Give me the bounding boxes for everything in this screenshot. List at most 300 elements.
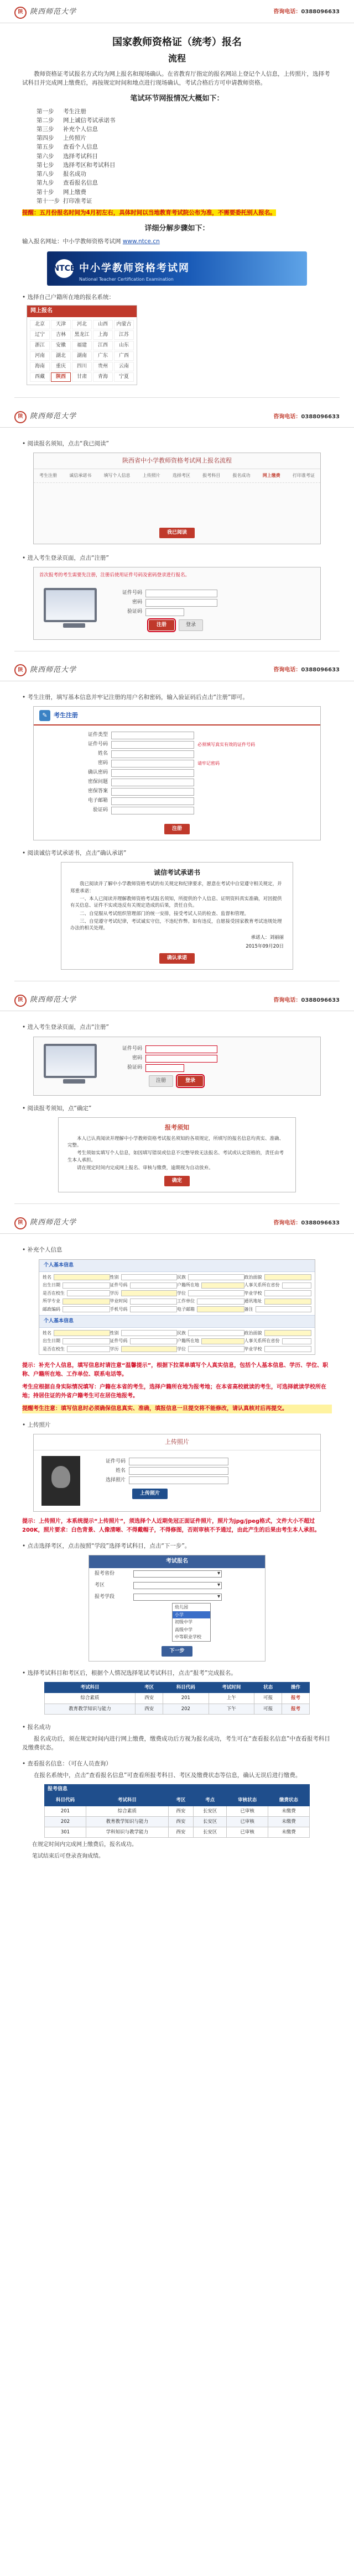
seal-icon: 陕 [14, 1217, 27, 1229]
province-item[interactable]: 北京 [30, 320, 50, 329]
intro-section [0, 23, 354, 390]
table-header: 考试时间 [209, 1683, 254, 1693]
step-number: 第八步 [37, 171, 54, 178]
info-cell [244, 1338, 312, 1344]
province-item[interactable]: 甘肃 [72, 372, 92, 382]
info-cell [43, 1330, 110, 1337]
info-cell [110, 1330, 178, 1337]
info-cell [177, 1290, 244, 1297]
register-label: 密保答案 [87, 788, 108, 795]
exam-option[interactable]: 小学 [173, 1611, 210, 1619]
info-input[interactable] [121, 1290, 178, 1296]
info-label: 毕业时间 [110, 1298, 128, 1304]
hotline [273, 666, 340, 675]
province-item[interactable]: 江西 [93, 341, 113, 350]
info-label: 通讯地址 [244, 1298, 262, 1304]
info-input[interactable] [256, 1306, 312, 1312]
page-header-4 [0, 988, 354, 1011]
table-cell: 综合素质 [86, 1806, 168, 1816]
info-label: 人事关系所在省份 [244, 1282, 280, 1288]
read-button[interactable]: 我已阅读 [159, 528, 195, 538]
info-input[interactable] [264, 1346, 312, 1352]
brand [14, 411, 76, 423]
register-button[interactable]: 注册 [149, 1075, 173, 1087]
overview-heading: 笔试环节网报情况大概如下： [130, 94, 224, 103]
hotline [273, 1219, 340, 1228]
notice-button[interactable]: 确定 [164, 1176, 190, 1186]
info-label: 性别 [110, 1274, 119, 1280]
info-instruction: • 补充个人信息 [22, 1246, 332, 1254]
province-item[interactable]: 西藏 [30, 372, 50, 382]
register-input[interactable] [111, 769, 194, 777]
flow-step: 报考科目 [202, 473, 221, 479]
step-row [37, 197, 332, 206]
check-text: 在报名系统中，点击“查看报名信息”可查看所报考科目、考区及缴费状态等信息，确认无误后进行缴费。 [34, 1771, 301, 1779]
info-label: 户籍所在地 [177, 1282, 199, 1288]
step-number: 第六步 [37, 153, 54, 160]
province-item[interactable]: 安徽 [51, 341, 71, 350]
province-item[interactable]: 四川 [72, 362, 92, 371]
register-row [50, 750, 304, 758]
brand-name: 陕西师范大学 [30, 1218, 77, 1227]
notice-box [58, 1117, 296, 1193]
register-note: 请牢记密码 [197, 761, 220, 766]
register-label: 验证码 [92, 807, 108, 813]
info-input[interactable] [121, 1346, 178, 1352]
info-input[interactable] [63, 1338, 110, 1344]
step-name: 选择考区和考试科目 [63, 161, 116, 169]
login-pwd-label: 密码 [132, 1055, 142, 1061]
province-item[interactable]: 贵州 [93, 362, 113, 371]
hotline-label: 咨询电话： [273, 9, 301, 15]
exam-head: 考试报名 [89, 1555, 265, 1568]
info-grid-2 [39, 1328, 315, 1355]
promise-p4: 三、自觉遵守考试纪律，考试诚实守信，不违纪作弊。如有违反，自愿接受国家教育考试违规处理办法的相关处理。 [70, 919, 282, 932]
table-cell: 202 [163, 1704, 209, 1714]
register-button[interactable]: 注册 [149, 620, 174, 630]
info-section [0, 1234, 354, 1865]
province-item[interactable]: 辽宁 [30, 330, 50, 340]
step-number: 第三步 [37, 126, 54, 133]
login-pwd-row [116, 1055, 310, 1063]
info-label: 民族 [177, 1330, 186, 1336]
hotline-label: 咨询电话： [273, 666, 301, 673]
table-action[interactable]: 报考 [282, 1704, 310, 1714]
province-item[interactable]: 吉林 [51, 330, 71, 340]
login-body [34, 581, 320, 639]
notice-p1: 本人已认真阅读并理解中小学教师资格考试报名须知的各项规定，所填写的报名信息均真实、准确、完整。 [67, 1135, 284, 1149]
table-cell: 未缴费 [268, 1816, 310, 1827]
step-number: 第七步 [37, 161, 54, 169]
step-row [37, 153, 332, 161]
login-again-instruction: • 进入考生登录页面，点击“注册” [22, 1023, 332, 1032]
hotline-label: 咨询电话： [273, 1219, 301, 1226]
register-label: 电子邮箱 [87, 798, 108, 804]
table-cell: 长安区 [194, 1827, 227, 1838]
info-input[interactable] [188, 1290, 244, 1296]
warning-note [22, 209, 332, 217]
hotline-number: 0388096633 [301, 413, 340, 420]
seal-icon: 陕 [14, 7, 27, 19]
province-item[interactable]: 广西 [114, 351, 134, 361]
login-pwd-input[interactable] [145, 599, 217, 607]
info-input[interactable] [201, 1338, 244, 1344]
login-screenshot-2 [33, 1037, 321, 1096]
register-submit[interactable]: 注册 [164, 824, 190, 834]
seal-icon: 陕 [14, 995, 27, 1007]
register-input[interactable] [111, 788, 194, 796]
info-input[interactable] [130, 1298, 178, 1305]
login-pwd-input[interactable] [145, 1055, 217, 1063]
info-cell [43, 1346, 110, 1353]
info-input[interactable] [197, 1306, 244, 1312]
hotline-number: 0388096633 [301, 1219, 340, 1226]
promise-instruction: • 阅读诚信考试承诺书，点击“确认承诺” [22, 849, 332, 858]
login-captcha-label: 验证码 [127, 609, 142, 614]
step-name: 查看个人信息 [63, 144, 98, 151]
register-input[interactable] [111, 741, 194, 749]
info-input[interactable] [188, 1330, 244, 1336]
page-header-5 [0, 1211, 354, 1234]
seal-icon: 陕 [14, 411, 27, 423]
table-cell: 长安区 [194, 1816, 227, 1827]
info-input[interactable] [197, 1298, 244, 1305]
login-id-input[interactable] [145, 1045, 217, 1053]
exam-dropdown[interactable] [172, 1603, 211, 1642]
table-header: 审核状态 [227, 1795, 268, 1806]
province-item[interactable]: 山东 [114, 341, 134, 350]
photo-upload-button[interactable]: 上传照片 [132, 1489, 168, 1499]
info-cell [110, 1338, 178, 1344]
info-label: 政治面貌 [244, 1330, 262, 1336]
photo-red: 提示：上传照片，本系统提示“上传照片”，须选择个人近期免冠正面证件照片，照片为jpg/jpeg格式，文件大小不超过200K，照片要求：白色背景、人像清晰、不得戴帽子，不得修图，否则审核不予通过，由此产生的后果由考生本人承担。 [22, 1518, 320, 1533]
province-item[interactable]: 河南 [30, 351, 50, 361]
photo-file-input[interactable] [129, 1476, 228, 1484]
photo-file-row [90, 1476, 313, 1484]
register-row [50, 797, 304, 805]
site-link[interactable]: www.ntce.cn [122, 238, 160, 245]
login-buttons [116, 1075, 310, 1087]
info-label: 是否在校生 [43, 1346, 65, 1352]
step-name: 打印准考证 [63, 197, 92, 204]
register-row [50, 769, 304, 777]
promise-title: 诚信考试承诺书 [153, 869, 200, 877]
province-item[interactable]: 云南 [114, 362, 134, 371]
table-header: 科目代码 [163, 1683, 209, 1693]
info-cell [177, 1330, 244, 1337]
info-input[interactable] [121, 1274, 178, 1280]
hotline-label: 咨询电话： [273, 997, 301, 1003]
province-item[interactable]: 广东 [93, 351, 113, 361]
info-input[interactable] [188, 1274, 244, 1280]
info-cell [43, 1298, 110, 1305]
province-item[interactable]: 上海 [93, 330, 113, 340]
photo-id-input[interactable] [129, 1458, 228, 1465]
info-label: 出生日期 [43, 1282, 60, 1288]
ntce-banner [47, 251, 307, 286]
province-item[interactable]: 海南 [30, 362, 50, 371]
province-item[interactable]: 湖南 [72, 351, 92, 361]
province-item[interactable]: 陕西 [51, 372, 71, 382]
province-item[interactable]: 内蒙古 [114, 320, 134, 329]
info-cell [43, 1338, 110, 1344]
register-submit-wrap [34, 821, 320, 840]
table-cell: 上午 [209, 1693, 254, 1704]
promise-box [61, 862, 293, 970]
table-header-row [45, 1683, 310, 1693]
table-header: 考试科目 [45, 1683, 136, 1693]
table-cell: 教育教学知识与能力 [45, 1704, 136, 1714]
brand [14, 7, 76, 19]
table-cell: 301 [45, 1827, 86, 1838]
info-label: 户籍所在地 [177, 1338, 199, 1344]
final-table [44, 1795, 310, 1838]
info-input[interactable] [264, 1330, 312, 1336]
step-row [37, 179, 332, 187]
table-cell: 202 [45, 1816, 86, 1827]
province-item[interactable]: 福建 [72, 341, 92, 350]
step-row [37, 161, 332, 170]
info-label: 学历 [110, 1346, 119, 1352]
table-cell: 201 [45, 1806, 86, 1816]
step-row [37, 188, 332, 197]
login-body-2 [34, 1037, 320, 1095]
step-name: 选择考试科目 [63, 153, 98, 160]
final-instruction: • 报名成功 [22, 1723, 332, 1732]
login-again-section [0, 1011, 354, 1197]
exam-option[interactable]: 幼儿园 [175, 1604, 188, 1610]
login-id-row [116, 1045, 310, 1053]
info-input[interactable] [63, 1306, 110, 1312]
exam-box [88, 1555, 266, 1662]
banner-sub: National Teacher Certification Examination [79, 276, 174, 282]
table-cell: 未缴费 [268, 1806, 310, 1816]
site-label: 输入报名网址：中小学教师资格考试网 [22, 238, 121, 245]
province-item[interactable]: 重庆 [51, 362, 71, 371]
info-label: 工作单位 [177, 1298, 195, 1304]
province-item[interactable]: 江苏 [114, 330, 134, 340]
exam-row [89, 1591, 265, 1603]
exam-option[interactable]: 高级中学 [175, 1627, 192, 1632]
register-screenshot [33, 706, 321, 840]
step-row [37, 143, 332, 151]
register-input[interactable] [111, 760, 194, 767]
info-input[interactable] [130, 1306, 178, 1312]
flow-step: 考生注册 [39, 473, 57, 479]
province-grid [27, 317, 137, 385]
step-number: 第十步 [37, 188, 54, 196]
info-input[interactable] [54, 1274, 110, 1280]
info-label: 毕业学校 [244, 1290, 262, 1296]
divider [14, 1203, 340, 1204]
hotline-label: 咨询电话： [273, 413, 301, 420]
table-cell: 已审核 [227, 1827, 268, 1838]
register-label: 确认密码 [87, 770, 108, 776]
province-item[interactable]: 青海 [93, 372, 113, 382]
page-header [0, 0, 354, 23]
table-header: 状态 [254, 1683, 282, 1693]
info-label: 姓名 [43, 1330, 51, 1336]
brand-name: 陕西师范大学 [30, 8, 77, 17]
step-number: 第九步 [37, 180, 54, 187]
table-cell: 西安 [168, 1806, 193, 1816]
info-cell [244, 1282, 312, 1289]
info-label: 人事关系所在省份 [244, 1338, 280, 1344]
step-name: 网上缴费 [63, 188, 86, 196]
exam-label: 报考省份 [95, 1570, 115, 1576]
province-instruction: • 选择自己户籍所在地的报名系统： [22, 293, 332, 302]
step-name: 报名成功 [63, 171, 86, 178]
info-input[interactable] [121, 1330, 178, 1336]
info-cell [244, 1306, 312, 1313]
table-cell: 已审核 [227, 1816, 268, 1827]
register-label: 证件类型 [87, 732, 108, 738]
register-label: 证件号码 [87, 742, 108, 748]
flow-step: 打印准考证 [293, 473, 315, 479]
exam-select[interactable] [133, 1570, 222, 1578]
table-cell: 西安 [168, 1827, 193, 1838]
exam-option[interactable]: 中等职业学校 [175, 1634, 201, 1640]
login-button[interactable]: 登录 [179, 619, 203, 631]
table-header: 操作 [282, 1683, 310, 1693]
info-input[interactable] [264, 1298, 312, 1305]
info-label: 证件号码 [110, 1282, 128, 1288]
table-cell: 教育教学知识与能力 [86, 1816, 168, 1827]
info-cell [43, 1274, 110, 1281]
subjects-table [44, 1682, 310, 1715]
info-cell [244, 1346, 312, 1353]
doc-title: 国家教师资格证（统考）报名 [112, 36, 242, 48]
table-cell: 综合素质 [45, 1693, 136, 1704]
info-label: 民族 [177, 1274, 186, 1280]
table-cell: 长安区 [194, 1806, 227, 1816]
photo-file-label: 选择照片 [105, 1477, 126, 1483]
promise-button[interactable]: 确认承诺 [159, 953, 195, 964]
info-grid [39, 1272, 315, 1315]
info-input[interactable] [130, 1282, 178, 1289]
step-name: 考生注册 [63, 108, 86, 115]
exam-select[interactable] [133, 1594, 222, 1601]
promise-p2: 一、本人已阅读并理解教师资格考试报名须知，所提供的个人信息、证明资料真实准确，对因提供有关信息、证件不实或违反有关规定造成的后果，责任自负。 [70, 896, 282, 909]
province-item[interactable]: 山西 [93, 320, 113, 329]
login-captcha-input[interactable] [145, 1064, 184, 1072]
info-input[interactable] [201, 1282, 244, 1289]
table-header: 缴费状态 [268, 1795, 310, 1806]
info-input[interactable] [67, 1290, 110, 1296]
login-button[interactable]: 登录 [178, 1076, 203, 1086]
province-item[interactable]: 浙江 [30, 341, 50, 350]
detail-heading: 详细分解步骤如下： [144, 224, 210, 233]
table-cell: 已审核 [227, 1806, 268, 1816]
divider [14, 397, 340, 398]
info-input[interactable] [67, 1346, 110, 1352]
notice-button-wrap [67, 1176, 287, 1186]
register-input[interactable] [111, 732, 194, 739]
register-row [50, 807, 304, 814]
register-input[interactable] [111, 750, 194, 758]
province-item[interactable]: 黑龙江 [72, 330, 92, 340]
register-row [50, 760, 304, 767]
exam-option[interactable]: 初级中学 [175, 1620, 192, 1625]
register-input[interactable] [111, 797, 194, 805]
step-number: 第四步 [37, 135, 54, 142]
step-number: 第五步 [37, 144, 54, 151]
info-cell [244, 1330, 312, 1337]
login-captcha-input[interactable] [145, 608, 184, 616]
info-cell [43, 1290, 110, 1297]
step-number: 第一步 [37, 108, 54, 115]
login-id-input[interactable] [145, 590, 217, 597]
step-list [22, 108, 332, 206]
info-cell [43, 1282, 110, 1289]
register-label: 密保问题 [87, 779, 108, 785]
photo-body [34, 1450, 320, 1511]
hotline [273, 8, 340, 17]
step-row [37, 134, 332, 143]
info-cell [110, 1298, 178, 1305]
info-input[interactable] [282, 1338, 312, 1344]
register-row [50, 741, 304, 749]
info-input[interactable] [264, 1290, 312, 1296]
info-cell [244, 1274, 312, 1281]
info-form [39, 1259, 315, 1355]
photo-name-label: 姓名 [115, 1468, 126, 1474]
login-captcha-row [116, 608, 310, 616]
province-item[interactable]: 天津 [51, 320, 71, 329]
table-header: 考点 [194, 1795, 227, 1806]
brand-name: 陕西师范大学 [30, 665, 77, 674]
flow-step: 选择考区 [173, 473, 190, 479]
info-input[interactable] [63, 1298, 110, 1305]
login-instruction: • 进入考生登录页面，点击“注册” [22, 554, 332, 562]
register-instruction: • 考生注册，填写基本信息并牢记注册的用户名和密码，输入验证码后点击“注册”即可。 [22, 693, 332, 702]
page-header-3 [0, 658, 354, 681]
photo-name-input[interactable] [129, 1467, 228, 1475]
table-row [45, 1704, 310, 1714]
register-head [34, 707, 320, 726]
promise-button-wrap [70, 953, 284, 964]
notice-p2: 考生须如实填写个人信息，如因填写错误或信息不完整导致无法报名、考试或认定资格的，责任由考生本人承担。 [67, 1150, 284, 1163]
province-item[interactable]: 河北 [72, 320, 92, 329]
exam-select[interactable] [133, 1582, 222, 1589]
info-input[interactable] [264, 1274, 312, 1280]
ntce-logo-icon: NTCE [55, 259, 74, 278]
brand-name: 陕西师范大学 [30, 412, 77, 421]
info-input[interactable] [130, 1338, 178, 1344]
register-input[interactable] [111, 807, 194, 814]
monitor-icon [44, 1044, 105, 1088]
register-input[interactable] [111, 779, 194, 786]
final-text: 报名成功后，须在规定时间内进行网上缴费，缴费成功后方视为报名成功，考生可在“查看报名信息”中查看报考科目及缴费状态。 [22, 1736, 330, 1751]
flow-step: 网上缴费 [262, 473, 280, 479]
hotline-number: 0388096633 [301, 666, 340, 673]
exam-next-button[interactable]: 下一步 [162, 1646, 192, 1657]
promise-p1: 我已阅读并了解中小学教师资格考试的有关规定和纪律要求，愿意在考试中自觉遵守相关规定，并郑重承诺： [70, 881, 282, 894]
info-input[interactable] [282, 1282, 312, 1289]
province-item[interactable]: 湖北 [51, 351, 71, 361]
login-buttons [116, 619, 310, 631]
final-footer-1: 在规定时间内完成网上缴费后，报名成功。 [32, 1842, 137, 1848]
info-label: 电子邮箱 [177, 1306, 195, 1312]
register-form [34, 726, 320, 821]
province-item[interactable]: 宁夏 [114, 372, 134, 382]
table-cell: 西安 [136, 1704, 163, 1714]
info-label: 所学专业 [43, 1298, 60, 1304]
info-input[interactable] [54, 1330, 110, 1336]
info-input[interactable] [63, 1282, 110, 1289]
info-input[interactable] [188, 1346, 244, 1352]
table-action[interactable]: 报考 [282, 1693, 310, 1704]
